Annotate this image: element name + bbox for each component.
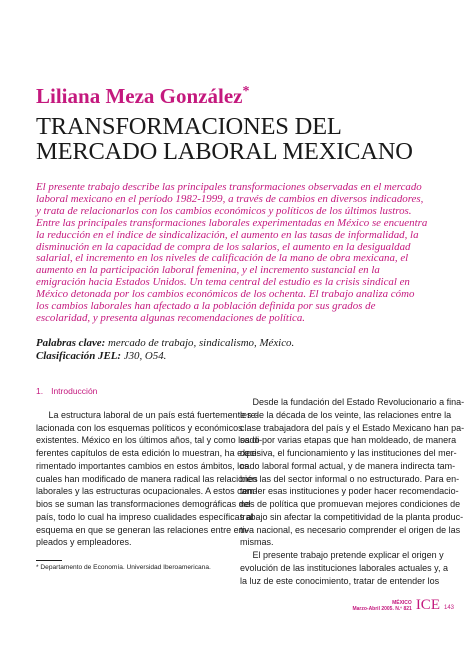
body-line: La estructura laboral de un país está fuertemente re- <box>36 409 259 420</box>
body-line: tiva nacional, es necesario comprender el origen de las <box>240 524 461 535</box>
body-line: pleados y empleadores. <box>36 537 132 548</box>
abstract-line: escolaridad, y presenta algunas recomendaciones de política. <box>36 311 305 324</box>
title-line: TRANSFORMACIONES DEL <box>36 113 342 140</box>
body-line: bios se suman las transformaciones demográficas del <box>36 499 251 509</box>
abstract <box>36 182 440 325</box>
page-footer <box>352 598 454 612</box>
footer-country: MÉXICO <box>392 600 412 606</box>
title-line: MERCADO LABORAL MEXICANO <box>36 138 413 165</box>
abstract-line: Entre las principales transformaciones laborales experimentadas en México se encuentra <box>36 216 428 229</box>
right-column <box>240 396 465 587</box>
footnote: * Departamento de Economía. Universidad Iberoamericana. <box>36 564 211 571</box>
abstract-line: disminución en la capacidad de compra de los salarios, el aumento en la desigualdad <box>36 240 411 253</box>
body-line: ferentes capítulos de esta edición lo muestran, ha expe- <box>36 448 260 458</box>
abstract-line: la reducción en el índice de sindicalización, el aumento en las tasas de informalidad, la <box>36 228 419 241</box>
body-line: evolución de las instituciones laborales actuales y, a <box>240 562 448 573</box>
abstract-line: emigración hacia Estados Unidos. Un tema central del estudio es la crisis sindical en <box>36 276 410 289</box>
keywords-line <box>36 337 440 350</box>
author-footnote-mark: * <box>242 84 250 99</box>
body-line: cuales han modificado de manera radical las relaciones <box>36 473 258 484</box>
body-line: El presente trabajo pretende explicar el origen y <box>240 550 444 560</box>
footer-info <box>352 600 411 612</box>
body-line: trabajo sin afectar la competitividad de la planta produc- <box>240 511 464 522</box>
body-line: lacionada con los esquemas políticos y económicos <box>36 422 243 433</box>
page-number: 143 <box>443 605 454 611</box>
body-line: mismas. <box>240 537 274 548</box>
body-line: clase trabajadora del país y el Estado Mexicano han pa- <box>240 422 465 433</box>
body-line: tender esas instituciones y poder hacer recomendacio- <box>240 486 459 497</box>
keywords-block <box>36 337 440 362</box>
jel-label: Clasificación JEL: <box>36 349 122 362</box>
abstract-line: y trata de relacionarlos con los cambios económicos y políticos de los últimos lustros. <box>36 204 412 217</box>
abstract-line: laboral mexicano en el período 1982-1999, a través de cambios en diversos indicadores, <box>36 192 424 205</box>
abstract-line: salarial, el incremento en los niveles de calificación de la mano de obra mexicana, el <box>36 252 409 265</box>
body-line: nes de política que promuevan mejores condiciones de <box>240 499 461 509</box>
body-line: la luz de este conocimiento, tratar de entender los <box>240 575 440 586</box>
section-heading <box>36 385 232 398</box>
body-line: cado laboral formal actual, y de manera indirecta tam- <box>240 460 456 471</box>
abstract-line: los cambios laborales han afectado a la población definida por sus grados de <box>36 300 376 313</box>
abstract-line: México detonada por los cambios económicos de los ochenta. El trabajo analiza cómo <box>36 288 415 301</box>
jel-line <box>36 350 440 363</box>
footnote-rule <box>36 560 62 561</box>
body-line: Desde la fundación del Estado Revolucionario a fina- <box>240 397 465 407</box>
footer-issue: Marzo-Abril 2005. N.º 821 <box>352 606 412 612</box>
article-title <box>36 114 446 164</box>
abstract-line: aumento en la participación laboral femenina, y el incremento sustancial en la <box>36 264 380 277</box>
journal-brand: ICE <box>415 597 440 613</box>
body-line: decisiva, el funcionamiento y las instituciones del mer- <box>240 448 457 458</box>
body-line: existentes. México en los últimos años, tal y como los di- <box>36 435 263 446</box>
keywords-label: Palabras clave: <box>36 337 106 349</box>
body-line: sado por varias etapas que han moldeado, de manera <box>240 435 457 446</box>
body-line: rimentado importantes cambios en estos ámbitos, los <box>36 460 249 471</box>
section-number: 1. <box>36 386 44 396</box>
section-title: Introducción <box>51 386 98 396</box>
keywords-value: mercado de trabajo, sindicalismo, México. <box>108 337 295 349</box>
body-line: esquema en que se generan las relaciones entre em- <box>36 524 250 535</box>
body-line: país, todo lo cual ha impreso cualidades específicas al <box>36 511 254 522</box>
author-name: Liliana Meza González* <box>36 84 250 108</box>
body-line: bién las del sector informal o no estructurado. Para en- <box>240 473 460 484</box>
jel-value: J30, O54. <box>123 349 167 362</box>
body-line: laborales y las estructuras ocupacionales. A estos cam- <box>36 486 258 497</box>
abstract-line: El presente trabajo describe las principales transformaciones observadas en el mercado <box>36 181 422 193</box>
body-line: les de la década de los veinte, las relaciones entre la <box>240 409 452 420</box>
